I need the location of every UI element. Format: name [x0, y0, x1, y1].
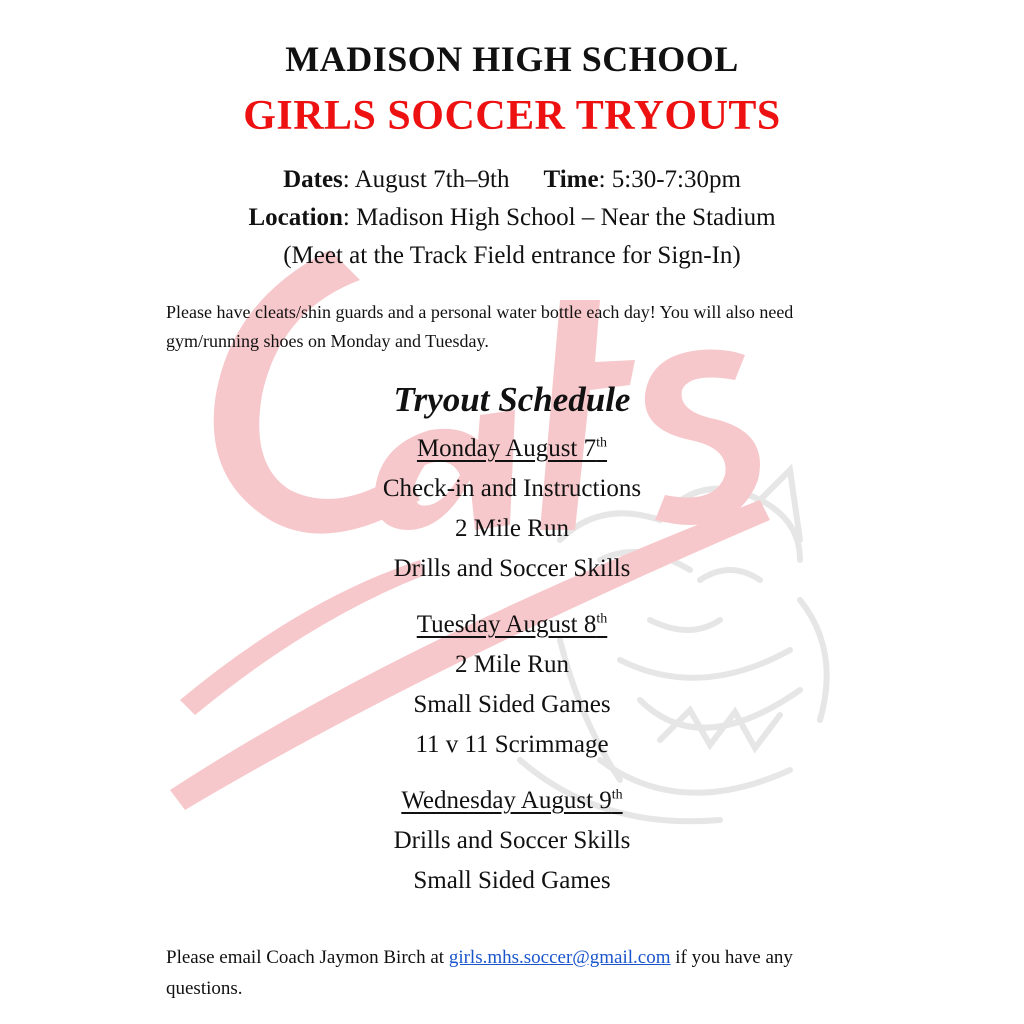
day-title-text: Monday August 7 — [416, 435, 597, 462]
day-title-wednesday — [0, 787, 1024, 815]
time-label: Time — [543, 166, 599, 193]
day-title-tuesday — [0, 611, 1024, 639]
location-line — [0, 204, 1024, 232]
location-label: Location — [248, 204, 343, 231]
activity-item: Drills and Soccer Skills — [393, 555, 631, 582]
contact-footer — [166, 942, 856, 1004]
equipment-note: Please have cleats/shin guards and a personal water bottle each day! You will also need gym/running shoes on Monday and Tuesday. — [166, 302, 794, 351]
meeting-note: (Meet at the Track Field entrance for Sign-In) — [283, 242, 741, 269]
day-title-monday — [0, 435, 1024, 463]
day-suffix: th — [596, 611, 608, 627]
activity-item: Small Sided Games — [413, 867, 611, 894]
dates-label: Dates — [283, 166, 343, 193]
day-suffix: th — [596, 435, 608, 451]
day-title-text: Tuesday August 8 — [416, 611, 597, 638]
footer-text-after: if you have any questions. — [166, 947, 793, 999]
footer-text-before: Please email Coach Jaymon Birch at — [166, 947, 449, 968]
schedule-heading: Tryout Schedule — [393, 380, 631, 419]
location-value: : Madison High School – Near the Stadium — [342, 204, 776, 231]
day-suffix: th — [611, 787, 623, 803]
activity-item: 2 Mile Run — [455, 651, 569, 678]
activity-item: Drills and Soccer Skills — [393, 827, 631, 854]
activity-item: Small Sided Games — [413, 691, 611, 718]
time-value: : 5:30-7:30pm — [598, 166, 741, 193]
dates-value: : August 7th–9th — [342, 166, 510, 193]
activity-item: 11 v 11 Scrimmage — [415, 731, 609, 758]
school-title: MADISON HIGH SCHOOL — [285, 39, 739, 79]
date-time-line — [0, 166, 1024, 194]
activity-item: Check-in and Instructions — [382, 475, 642, 502]
day-title-text: Wednesday August 9 — [401, 787, 612, 814]
coach-email-link[interactable]: girls.mhs.soccer@gmail.com — [448, 947, 671, 968]
activity-item: 2 Mile Run — [455, 515, 569, 542]
event-title: GIRLS SOCCER TRYOUTS — [243, 93, 781, 139]
